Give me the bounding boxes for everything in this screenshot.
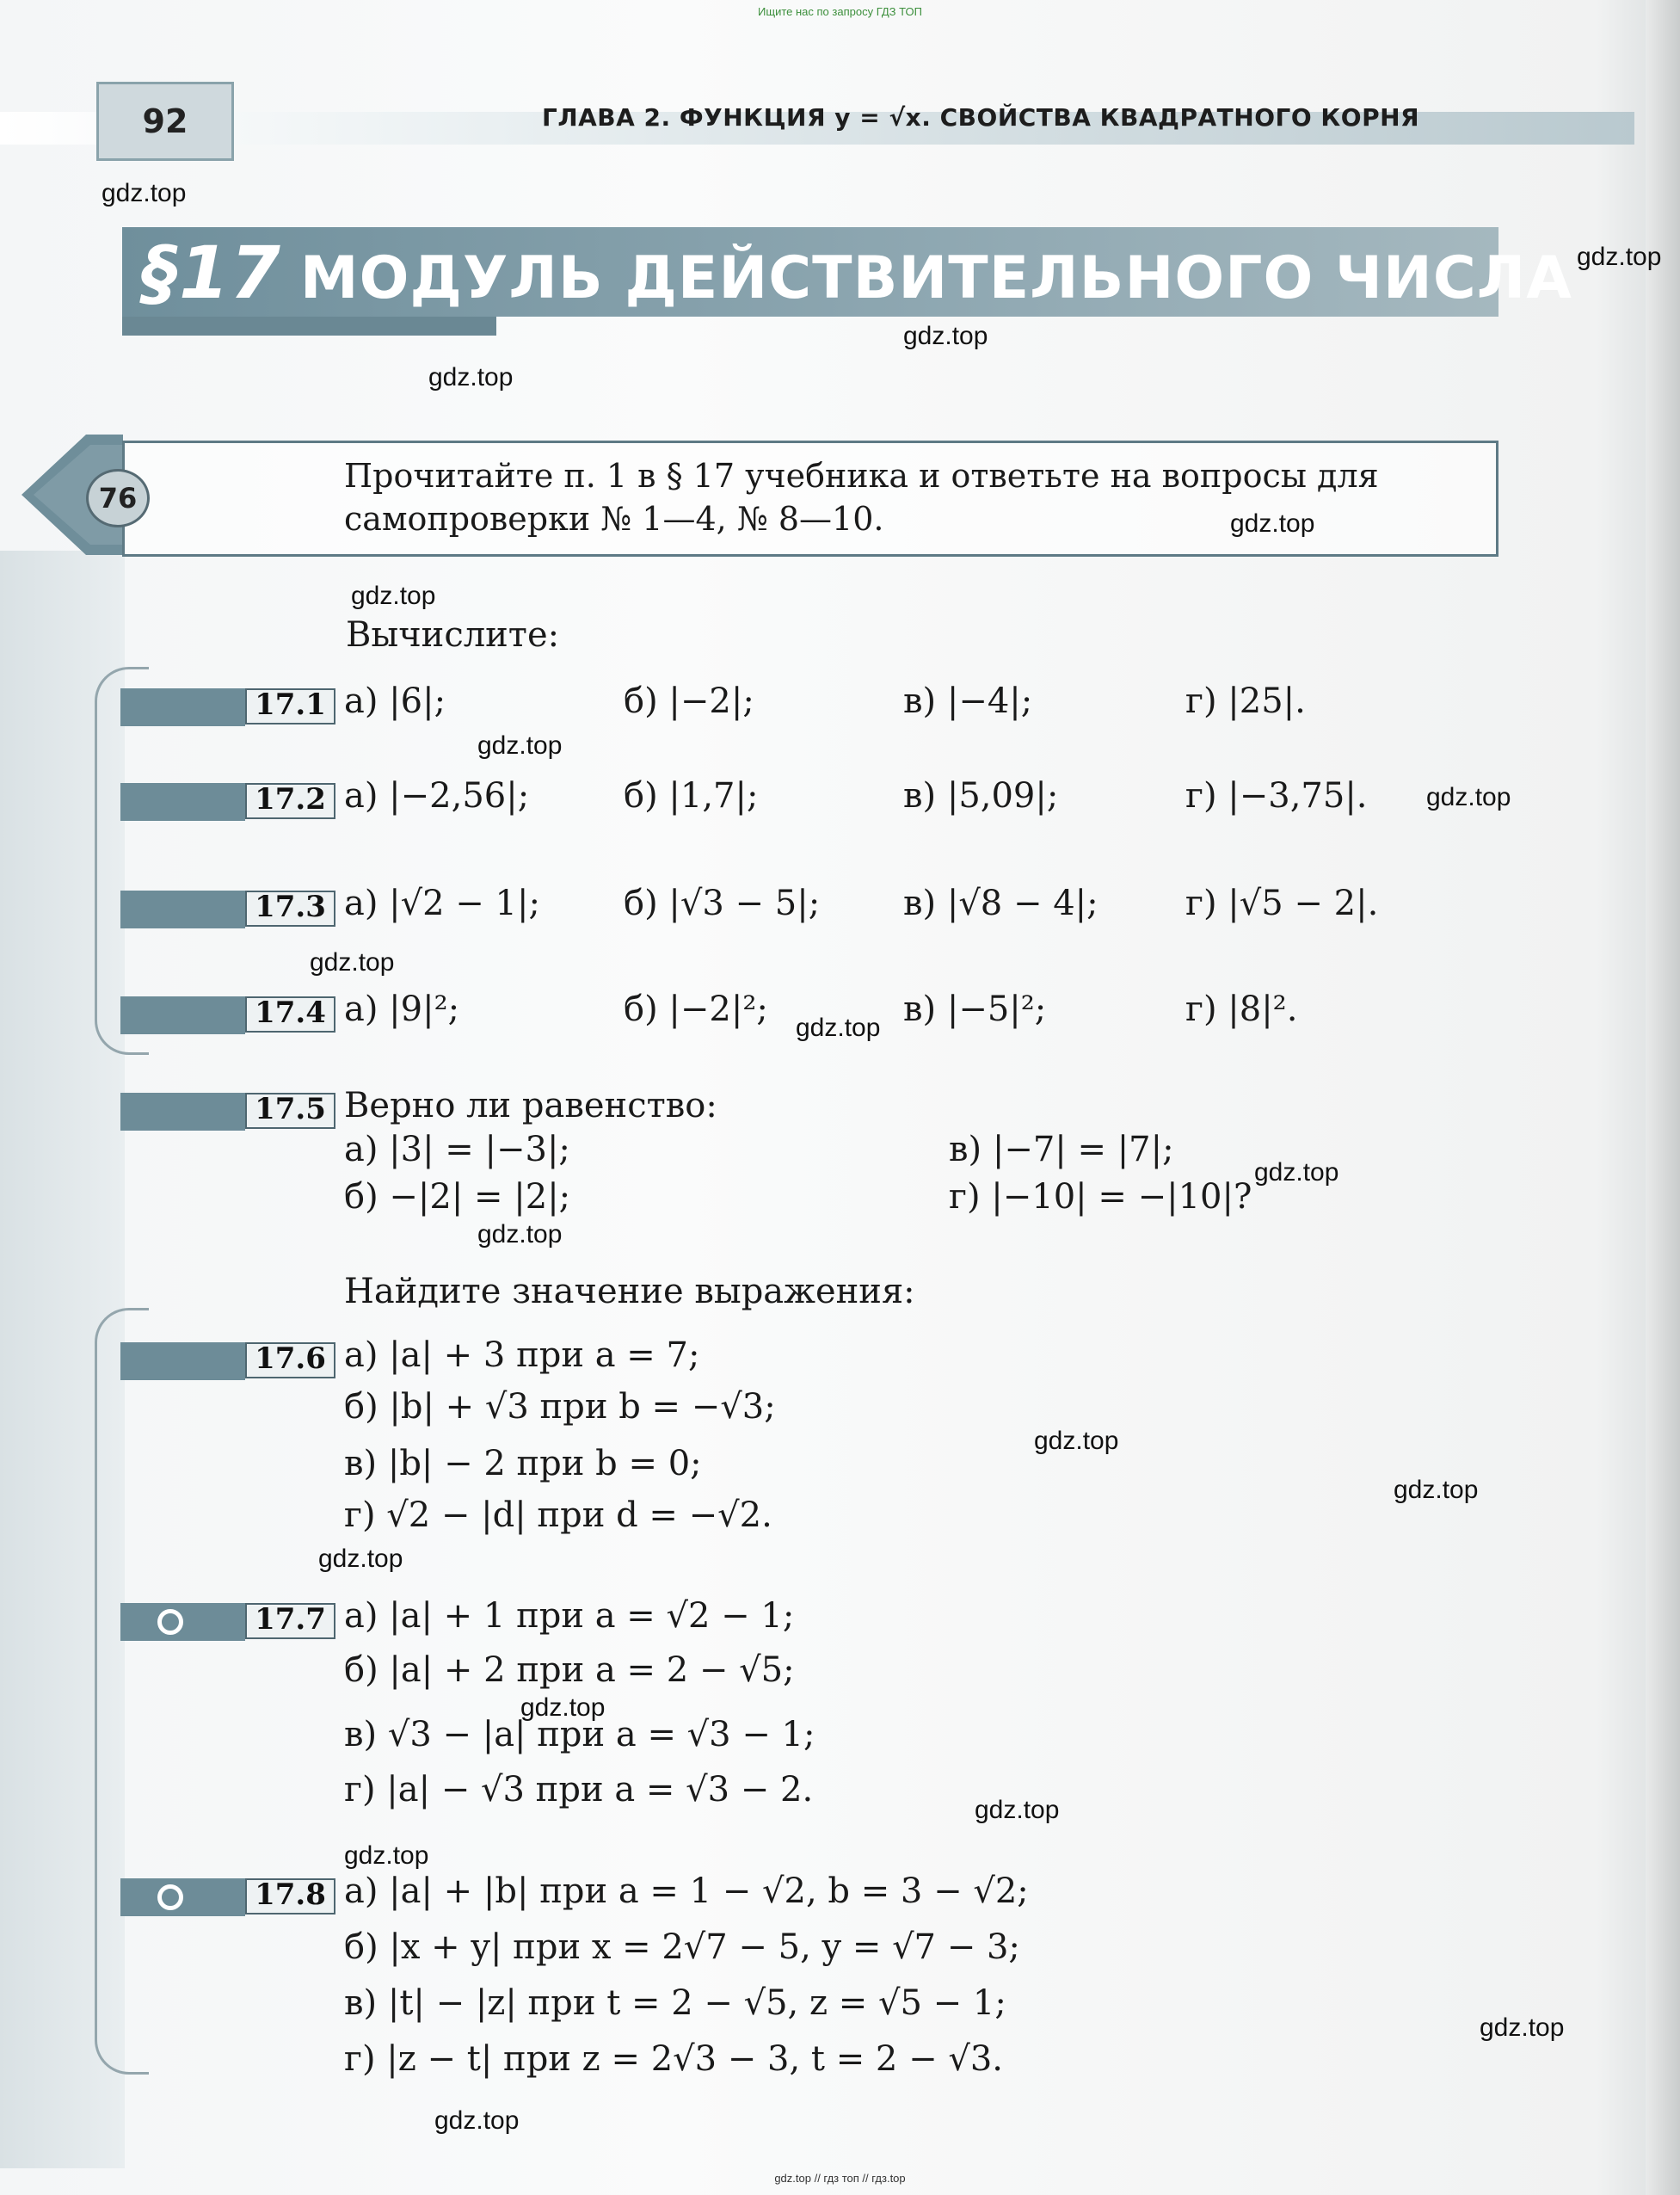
exercise-item: г) |−10| = −|10|?: [949, 1177, 1252, 1217]
exercise-number: 17.5: [245, 1093, 335, 1129]
watermark: gdz.top: [1034, 1427, 1119, 1455]
watermark: gdz.top: [1426, 783, 1511, 811]
watermark: gdz.top: [344, 1841, 429, 1870]
section-title-text: МОДУЛЬ ДЕЙСТВИТЕЛЬНОГО ЧИСЛА: [299, 244, 1572, 312]
bottom-note: gdz.top // гдз топ // гдз.top: [774, 2172, 906, 2185]
watermark: gdz.top: [1230, 509, 1315, 538]
page-number: 92: [96, 82, 234, 161]
exercise-item: б) −|2| = |2|;: [344, 1177, 571, 1217]
watermark: gdz.top: [796, 1014, 881, 1042]
watermark: gdz.top: [428, 363, 514, 392]
exercise-item: б) |x + y| при x = 2√7 − 5, y = √7 − 3;: [344, 1927, 1020, 1967]
heading-compute: Вычислите:: [346, 615, 560, 655]
exercise-bar: [120, 688, 245, 726]
book-spine-shadow: [1646, 0, 1680, 2195]
exercise-item: в) |−4|;: [903, 681, 1033, 721]
exercise-item: а) |a| + |b| при a = 1 − √2, b = 3 − √2;: [344, 1871, 1029, 1911]
exercise-item: а) |a| + 3 при a = 7;: [344, 1335, 700, 1375]
exercise-item: б) |1,7|;: [624, 776, 759, 816]
exercise-item: а) |6|;: [344, 681, 446, 721]
exercise-item: б) |−2|²;: [624, 990, 768, 1029]
watermark: gdz.top: [310, 948, 395, 977]
exercise-number: 17.7: [245, 1603, 335, 1639]
exercise-number: 17.4: [245, 996, 335, 1033]
exercise-bar: [120, 996, 245, 1034]
exercise-item: б) |a| + 2 при a = 2 − √5;: [344, 1650, 795, 1690]
exercise-number: 17.3: [245, 891, 335, 927]
exercise-item: г) √2 − |d| при d = −√2.: [344, 1495, 772, 1535]
exercise-bar: [120, 1342, 245, 1380]
watermark: gdz.top: [1577, 243, 1662, 271]
exercise-item: в) |−7| = |7|;: [949, 1130, 1174, 1169]
watermark: gdz.top: [434, 2106, 520, 2135]
exercise-item: г) |a| − √3 при a = √3 − 2.: [344, 1770, 814, 1810]
exercise-item: в) √3 − |a| при a = √3 − 1;: [344, 1715, 815, 1754]
watermark: gdz.top: [520, 1693, 606, 1722]
section-title: [142, 231, 1572, 315]
watermark: gdz.top: [1254, 1158, 1339, 1187]
exercise-bar: [120, 891, 245, 928]
exercise-item: в) |5,09|;: [903, 776, 1059, 816]
exercise-item: г) |−3,75|.: [1185, 776, 1368, 816]
circle-marker-icon: [157, 1609, 183, 1635]
exercise-number: 17.1: [245, 688, 335, 724]
exercise-number: 17.6: [245, 1342, 335, 1378]
circle-marker-icon: [157, 1884, 183, 1910]
exercise-item: г) |√5 − 2|.: [1185, 884, 1379, 923]
watermark: gdz.top: [477, 731, 563, 760]
watermark: gdz.top: [318, 1545, 403, 1573]
exercise-item: а) |3| = |−3|;: [344, 1130, 570, 1169]
exercise-item: б) |b| + √3 при b = −√3;: [344, 1387, 776, 1427]
exercise-item: г) |8|².: [1185, 990, 1298, 1029]
heading-value: Найдите значение выражения:: [344, 1272, 915, 1311]
exercise-item: б) |−2|;: [624, 681, 754, 721]
watermark: gdz.top: [102, 179, 187, 207]
watermark: gdz.top: [903, 322, 988, 350]
exercise-item: а) |√2 − 1|;: [344, 884, 540, 923]
section-number: §17: [142, 231, 281, 315]
watermark: gdz.top: [351, 582, 436, 610]
exercise-item: в) |b| − 2 при b = 0;: [344, 1444, 702, 1483]
exercise-item: б) |√3 − 5|;: [624, 884, 821, 923]
watermark: gdz.top: [477, 1220, 563, 1249]
exercise-item: а) |9|²;: [344, 990, 460, 1029]
exercise-item: в) |√8 − 4|;: [903, 884, 1098, 923]
top-note: Ищите нас по запросу ГДЗ ТОП: [758, 5, 922, 18]
note-badge: 76: [86, 469, 150, 527]
exercise-bar: [120, 783, 245, 821]
exercise-item: а) |−2,56|;: [344, 776, 530, 816]
exercise-number: 17.2: [245, 783, 335, 819]
section-title-underbar: [122, 317, 496, 336]
chapter-header: ГЛАВА 2. ФУНКЦИЯ y = √x. СВОЙСТВА КВАДРАТНОГО КОРНЯ: [542, 103, 1420, 132]
heading-equality: Верно ли равенство:: [344, 1086, 717, 1125]
exercise-bar: [120, 1093, 245, 1131]
note-text: Прочитайте п. 1 в § 17 учебника и ответьте на вопросы для самопроверки № 1—4, № 8—10.: [344, 457, 1379, 538]
exercise-item: г) |25|.: [1185, 681, 1306, 721]
watermark: gdz.top: [1480, 2013, 1565, 2042]
watermark: gdz.top: [975, 1796, 1060, 1824]
exercise-item: г) |z − t| при z = 2√3 − 3, t = 2 − √3.: [344, 2039, 1003, 2079]
group-bracket-2: [95, 1308, 149, 2075]
watermark: gdz.top: [1394, 1476, 1479, 1504]
exercise-item: в) |−5|²;: [903, 990, 1047, 1029]
exercise-item: в) |t| − |z| при t = 2 − √5, z = √5 − 1;: [344, 1983, 1006, 2023]
exercise-item: а) |a| + 1 при a = √2 − 1;: [344, 1596, 795, 1636]
exercise-number: 17.8: [245, 1878, 335, 1914]
